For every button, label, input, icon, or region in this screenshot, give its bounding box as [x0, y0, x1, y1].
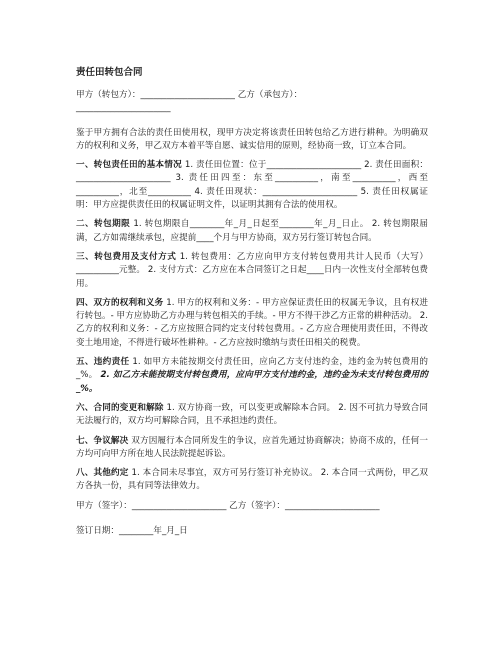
section-term: [76, 218, 428, 245]
section-body: 1. 双方协商一致，可以变更或解除本合同。 2. 因不可抗力导致合同无法履行的，双方均可解除合同，且不承担违约责任。: [76, 402, 428, 427]
document-title: 责任田转包合同: [76, 67, 143, 78]
section-body: 1. 责任田位置：位于______________________ 2. 责任田面积：______________________ 3. 责任田四至：东至__________，南至__________，西至__________，北至__________ 4. 责任田现状：______________________ 5. 责任田权属证明：甲方应提供责任田的权属证明文件，以证明其拥有合法的使用权。: [76, 160, 428, 211]
section-heading: 二、转包期限: [76, 219, 131, 230]
section-heading: 六、合同的变更和解除: [76, 402, 164, 413]
section-fees: [76, 251, 428, 291]
signature-line: 甲方（签字）：______________________ 乙方（签字）：______________________: [76, 500, 380, 511]
section-liability: [76, 356, 428, 396]
section-dispute: [76, 435, 428, 462]
section-heading: 四、双方的权利和义务: [76, 297, 164, 308]
section-body: 1. 转包期限自________年_月_日起至________年_月_日止。 2. 转包期限届满，乙方如需继续承包，应提前____个月与甲方协商，双方另行签订转包合同。: [76, 219, 428, 243]
contract-page: [76, 66, 428, 538]
section-other: [76, 467, 428, 494]
section-basic-info: [76, 159, 428, 212]
section-change-termination: [76, 402, 428, 429]
section-body-italic: 2. 如乙方未能按期支付转包费用，应向甲方支付违约金，违约金为未支付转包费用的_%。: [76, 370, 428, 394]
section-body: 双方因履行本合同所发生的争议，应首先通过协商解决；协商不成的，任何一方均可向甲方所在地人民法院提起诉讼。: [76, 435, 428, 459]
section-body: 1. 甲方的权利和义务：- 甲方应保证责任田的权属无争议，且有权进行转包。- 甲方应协助乙方办理与转包相关的手续。- 甲方不得干涉乙方正常的耕种活动。 2. 乙方的权利和义务：- 乙方应按照合同约定支付转包费用。- 乙方应合理使用责任田，不得改变土地用途，不得进行破坏性耕种。- 乙方应按时缴纳与责任田相关的税费。: [76, 297, 428, 348]
section-heading: 五、违约责任: [76, 357, 130, 368]
section-heading: 七、争议解决: [76, 435, 129, 446]
section-body: 1. 转包费用：乙方应向甲方支付转包费用共计人民币（大写）__________元整。 2. 支付方式：乙方应在本合同签订之日起____日内一次性支付全部转包费用。: [76, 251, 428, 289]
party-a-b-line: 甲方（转包方）：______________________ 乙方（承包方）：: [76, 90, 303, 100]
intro-paragraph: 鉴于甲方拥有合法的责任田使用权，现甲方决定将该责任田转包给乙方进行耕种。为明确双方的权利和义务，甲乙双方本着平等自愿、诚实信用的原则，经协商一致，订立本合同。: [76, 127, 428, 151]
parties-block: [76, 89, 428, 116]
section-heading: 一、转包责任田的基本情况: [76, 160, 182, 171]
party-b-blank-line: ______________________: [76, 103, 171, 114]
section-body: 1. 本合同未尽事宜，双方可另行签订补充协议。 2. 本合同一式两份，甲乙双方各执一份，具有同等法律效力。: [76, 468, 428, 492]
section-heading: 八、其他约定: [76, 468, 129, 479]
section-body: 1. 如甲方未能按期交付责任田，应向乙方支付违约金，违约金为转包费用的_%。: [76, 357, 428, 381]
section-rights-duties: [76, 297, 428, 350]
signing-date-line: 签订日期：________年_月_日: [76, 526, 188, 537]
section-heading: 三、转包费用及支付方式: [76, 251, 177, 262]
